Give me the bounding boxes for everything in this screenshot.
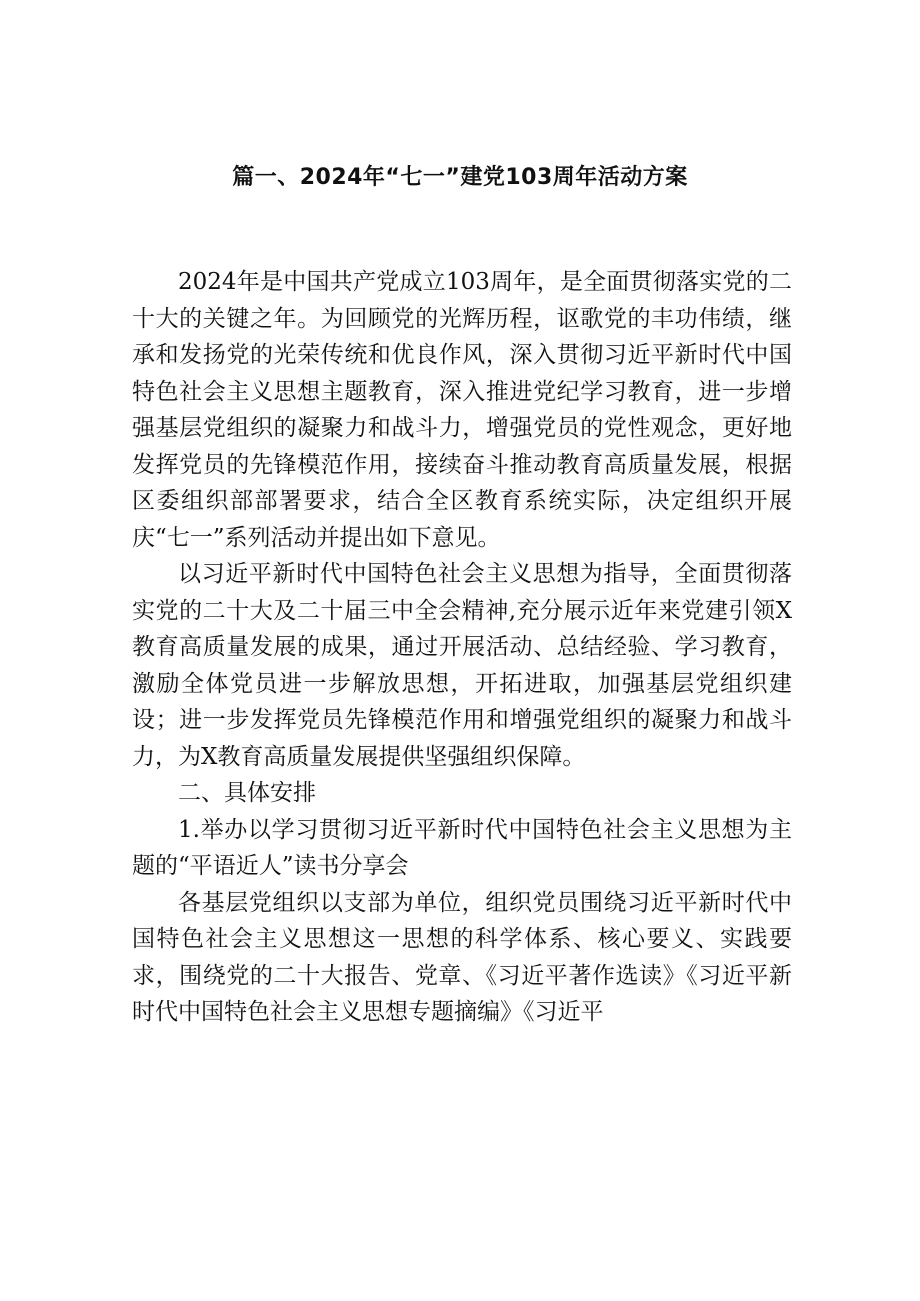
paragraph-reading-session: 各基层党组织以支部为单位，组织党员围绕习近平新时代中国特色社会主义思想这一思想的科学体系、核心要义、实践要求，围绕党的二十大报告、党章、《习近平著作选读》《习近平新时代中国特色社会主义思想专题摘编》《习近平 (132, 889, 792, 1025)
paragraph-guiding-thought: 以习近平新时代中国特色社会主义思想为指导，全面贯彻落实党的二十大及二十届三中全会精神,充分展示近年来党建引领X教育高质量发展的成果，通过开展活动、总结经验、学习教育，激励全体党员进一步解放思想，开拓进取，加强基层党组织建设；进一步发挥党员先锋模范作用和增强党组织的凝聚力和战斗力，为X教育高质量发展提供坚强组织保障。 (132, 561, 792, 770)
document-title: 篇一、2024年“七一”建党103周年活动方案 (232, 165, 688, 190)
section-heading-arrangements: 二、具体安排 (178, 780, 316, 806)
paragraph-intro: 2024年是中国共产党成立103周年，是全面贯彻落实党的二十大的关键之年。为回顾党的光辉历程，讴歌党的丰功伟绩，继承和发扬党的光荣传统和优良作风，深入贯彻习近平新时代中国特色社会主义思想主题教育，深入推进党纪学习教育，进一步增强基层党组织的凝聚力和战斗力，增强党员的党性观念，更好地发挥党员的先锋模范作用，接续奋斗推动教育高质量发展，根据区委组织部部署要求，结合全区教育系统实际，决定组织开展庆“七一”系列活动并提出如下意见。 (132, 269, 792, 551)
document-body (132, 264, 792, 1031)
item-heading-reading-session: 1.举办以学习贯彻习近平新时代中国特色社会主义思想为主题的“平语近人”读书分享会 (132, 816, 792, 879)
